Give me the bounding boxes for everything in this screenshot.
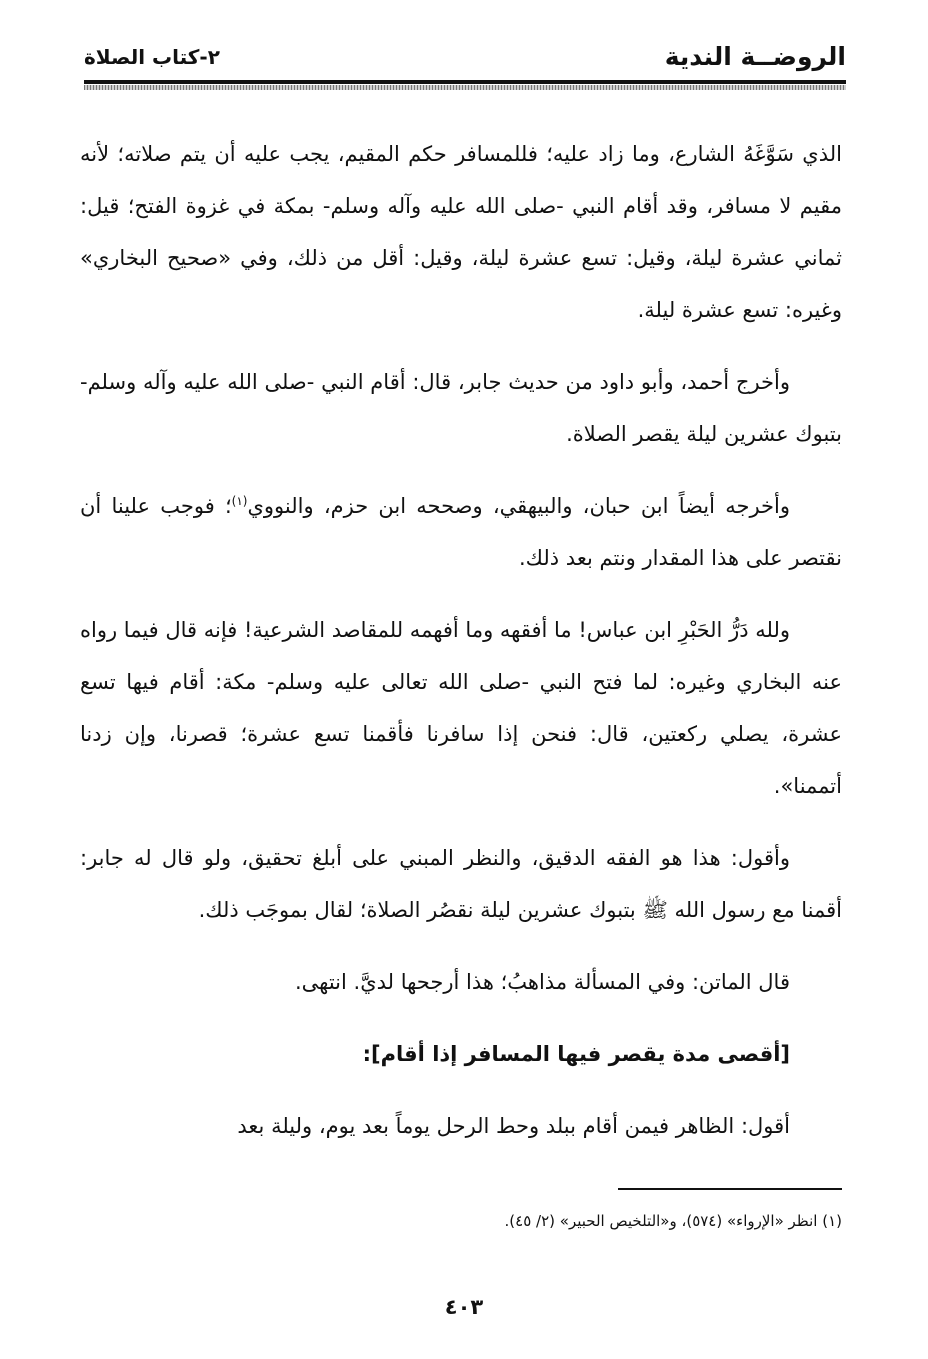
paragraph-7: أقول: الظاهر فيمن أقام ببلد وحط الرحل يوماً بعد يوم، وليلة بعد	[237, 1114, 790, 1138]
book-title: الروضــة الندية	[664, 42, 846, 71]
paragraph-1: الذي سَوَّغَهُ الشارع، وما زاد عليه؛ فللمسافر حكم المقيم، يجب عليه أن يتم صلاته؛ لأنه مقيم لا مسافر، وقد أقام النبي -صلى الله عليه وآله وسلم- بمكة في غزوة الفتح؛ قيل: ثماني عشرة ليلة، وقيل: تسع عشرة ليلة، وقيل: أقل من ذلك، وفي «صحيح البخاري» وغيره: تسع عشرة ليلة.	[80, 142, 842, 322]
page-number: ٤٠٣	[444, 1295, 484, 1319]
header-rule	[84, 80, 846, 84]
paragraph-6: قال الماتن: وفي المسألة مذاهبُ؛ هذا أرجحها لديَّ. انتهى.	[294, 970, 790, 994]
running-header	[84, 38, 846, 80]
chapter-title: ٢-كتاب الصلاة	[84, 45, 220, 69]
footnote-marker: (١)	[231, 494, 248, 508]
paragraph-4: ولله دَرُّ الحَبْرِ ابن عباس! ما أفقهه وما أفهمه للمقاصد الشرعية! فإنه قال فيما رواه عنه البخاري وغيره: لما فتح النبي -صلى الله تعالى عليه وسلم- مكة: أقام فيها تسع عشرة، يصلي ركعتين، قال: فنحن إذا سافرنا فأقمنا تسع عشرة؛ قصرنا، وإن زدنا أتممنا».	[80, 618, 842, 798]
paragraph-5: وأقول: هذا هو الفقه الدقيق، والنظر المبني على أبلغ تحقيق، ولو قال له جابر: أقمنا مع رسول الله ﷺ بتبوك عشرين ليلة نقصُر الصلاة؛ لقال بموجَب ذلك.	[80, 846, 842, 922]
footnote-separator	[618, 1188, 842, 1190]
paragraph-2: وأخرج أحمد، وأبو داود من حديث جابر، قال: أقام النبي -صلى الله عليه وآله وسلم- بتبوك عشرين ليلة يقصر الصلاة.	[80, 370, 842, 446]
paragraph-3-continuation: ؛ فوجب علينا أن نقتصر على هذا المقدار ونتم بعد ذلك.	[80, 494, 842, 570]
page-body	[80, 128, 842, 1172]
footnote: (١) انظر «الإرواء» (٥٧٤)، و«التلخيص الحبير» (٢/ ٤٥).	[504, 1212, 842, 1230]
header-rule-shading	[84, 85, 846, 90]
paragraph-3	[80, 480, 842, 584]
paragraph-3-text: وأخرجه أيضاً ابن حبان، والبيهقي، وصححه ابن حزم، والنووي	[247, 494, 790, 518]
section-heading: [أقصى مدة يقصر فيها المسافر إذا أقام]:	[362, 1042, 790, 1066]
